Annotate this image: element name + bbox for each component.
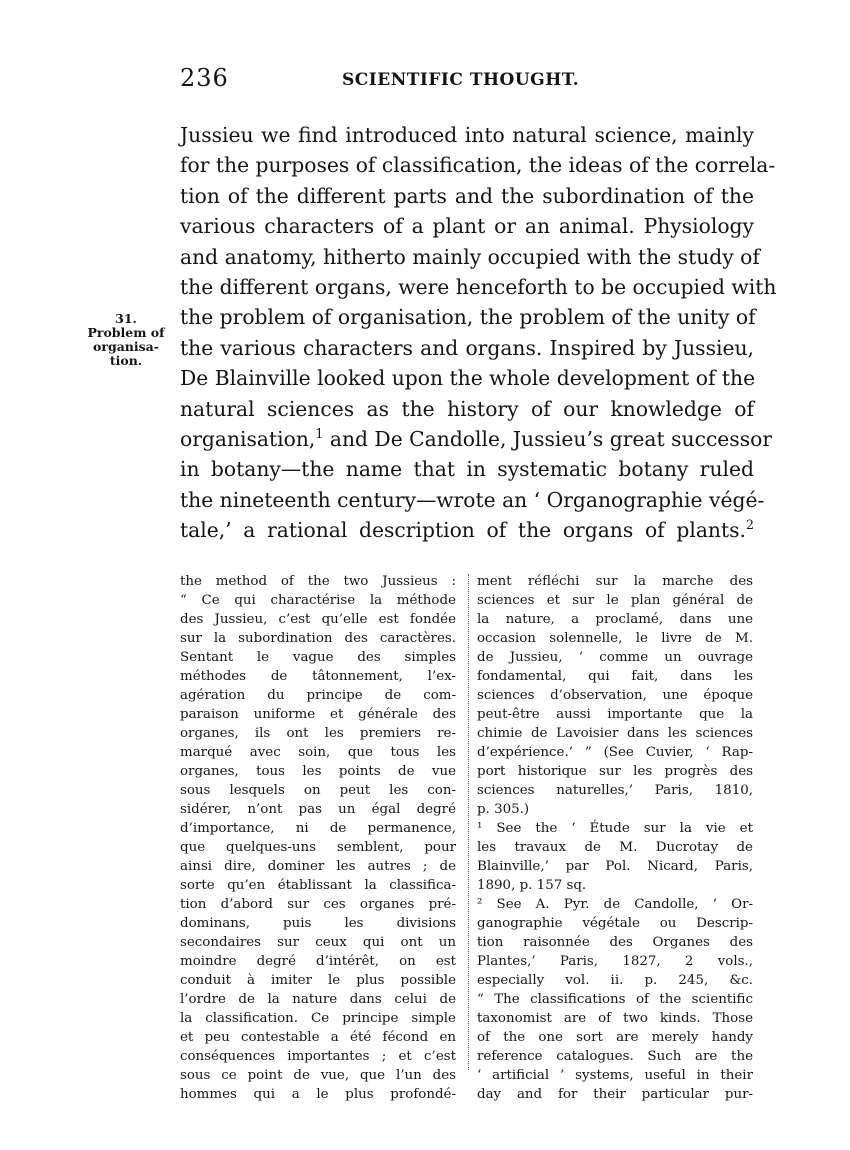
footnote-line: sciences et sur le plan général de [477,593,753,608]
sidenote-line: 31. [115,311,137,326]
marginal-sidenote [84,312,168,368]
footnote-line: 1890, p. 157 sq. [477,878,587,893]
footnote-line: que quelques-uns semblent, pour [180,840,456,855]
body-text: tale,’ a rational description of the organs of plants. [180,518,746,543]
footnote-line: secondaires sur ceux qui ont un [180,935,456,950]
footnote-line: sidérer, n’ont pas un égal degré [180,802,456,817]
footnote-ref-1: 1 [315,426,324,442]
footnote-line: sciences d’observation, une époque [477,688,753,703]
footnote-line: the method of the two Jussieus : [180,574,456,589]
footnote-line: port historique sur les progrès des [477,764,753,779]
footnote-ref-2: 2 [745,517,754,533]
footnote-line: sur la subordination des caractères. [180,631,456,646]
footnote-line: la classification. Ce principe simple [180,1011,456,1026]
footnote-line: méthodes de tâtonnement, l’ex- [180,669,456,684]
footnote-line: paraison uniforme et générale des [180,707,456,722]
footnote-line: Blainville,’ par Pol. Nicard, Paris, [477,859,753,874]
body-line: various characters of a plant or an animal. Physiology [180,214,754,239]
footnote-line: des Jussieu, c’est qu’elle est fondée [180,612,456,627]
footnote-line: ‘ artificial ’ systems, useful in their [477,1068,753,1083]
body-line: Jussieu we find introduced into natural science, mainly [180,123,754,147]
footnote-line: tion raisonnée des Organes des [477,935,753,950]
body-line: the nineteenth century—wrote an ‘ Organographie végé- [180,487,765,512]
sidenote-line: Problem of [87,325,165,340]
footnote-line: of the one sort are merely handy [477,1030,753,1045]
footnote-line: de Jussieu, ‘ comme un ouvrage [477,650,753,665]
body-text: and De Candolle, Jussieu’s great successor [323,426,773,451]
footnote-line: peut-être aussi importante que la [477,707,753,722]
footnote-line: ment réfléchi sur la marche des [477,574,753,589]
column-divider [468,574,469,1070]
footnote-line: day and for their particular pur- [477,1087,753,1102]
footnote-line: tion d’abord sur ces organes pré- [180,897,456,912]
sidenote-line: tion. [109,353,143,368]
footnote-line: sous lesquels on peut les con- [180,783,456,798]
body-line: and anatomy, hitherto mainly occupied with the study of [180,244,760,269]
footnote-line: dominans, puis les divisions [180,916,456,931]
footnote-line: ainsi dire, dominer les autres ; de [180,859,456,874]
footnote-line: marqué avec soin, que tous les [180,745,456,760]
footnote-line: agération du principe de com- [180,688,456,703]
body-line: for the purposes of classification, the ideas of the correla- [180,153,776,178]
body-line: the different organs, were henceforth to be occupied with [180,274,777,299]
footnote-line: d’expérience.’ ” (See Cuvier, ‘ Rap- [477,745,753,760]
body-line: the problem of organisation, the problem of the unity of [180,305,756,330]
footnote-line: p. 305.) [477,802,530,817]
footnote-line: fondamental, qui fait, dans les [477,669,753,684]
footnote-line: especially vol. ii. p. 245, &c. [477,973,753,988]
footnote-line: taxonomist are of two kinds. Those [477,1011,753,1026]
footnote-line: moindre degré d’intérêt, on est [180,954,456,969]
footnote-line: sous ce point de vue, que l’un des [180,1068,456,1083]
footnote-line: d’importance, ni de permanence, [180,821,456,836]
footnote-line: organes, tous les points de vue [180,764,456,779]
footnote-line: conséquences importantes ; et c’est [180,1049,456,1064]
footnote-line: et peu contestable a été fécond en [180,1030,456,1045]
main-text-block [180,120,777,545]
body-line [180,515,754,545]
footnote-line: “ Ce qui charactérise la méthode [180,593,456,608]
body-text: organisation, [180,426,316,451]
footnote-line: “ The classifications of the scientific [477,992,753,1007]
body-line: De Blainville looked upon the whole development of the [180,366,756,391]
footnote-line: organes, ils ont les premiers re- [180,726,456,741]
footnote-line: les travaux de M. Ducrotay de [477,840,753,855]
footnote-line: chimie de Lavoisier dans les sciences [477,726,753,741]
body-line: the various characters and organs. Inspired by Jussieu, [180,335,754,360]
body-line: tion of the different parts and the subordination of the [180,183,754,208]
footnote-line: reference catalogues. Such are the [477,1049,753,1064]
body-line: in botany—the name that in systematic botany ruled [180,457,754,482]
footnote-line: conduit à imiter le plus possible [180,973,456,988]
body-line: natural sciences as the history of our knowledge of [180,396,754,421]
footnote-line: ¹ See the ‘ Étude sur la vie et [477,821,753,836]
footnote-column-left [180,572,456,1104]
body-line [180,424,773,454]
footnote-line: ² See A. Pyr. de Candolle, ‘ Or- [477,897,753,912]
footnote-line: l’ordre de la nature dans celui de [180,992,456,1007]
footnote-line: sorte qu’en établissant la classifica- [180,878,456,893]
page-number: 236 [180,64,229,92]
footnote-line: ganographie végétale ou Descrip- [477,916,753,931]
footnote-column-right [477,572,753,1104]
footnote-line: sciences naturelles,’ Paris, 1810, [477,783,753,798]
footnote-line: Plantes,’ Paris, 1827, 2 vols., [477,954,753,969]
footnote-line: hommes qui a le plus profondé- [180,1087,456,1102]
footnote-line: Sentant le vague des simples [180,650,456,665]
sidenote-line: organisa- [93,339,159,354]
footnote-line: la nature, a proclamé, dans une [477,612,753,627]
running-head: SCIENTIFIC THOUGHT. [342,70,580,90]
footnote-line: occasion solennelle, le livre de M. [477,631,753,646]
